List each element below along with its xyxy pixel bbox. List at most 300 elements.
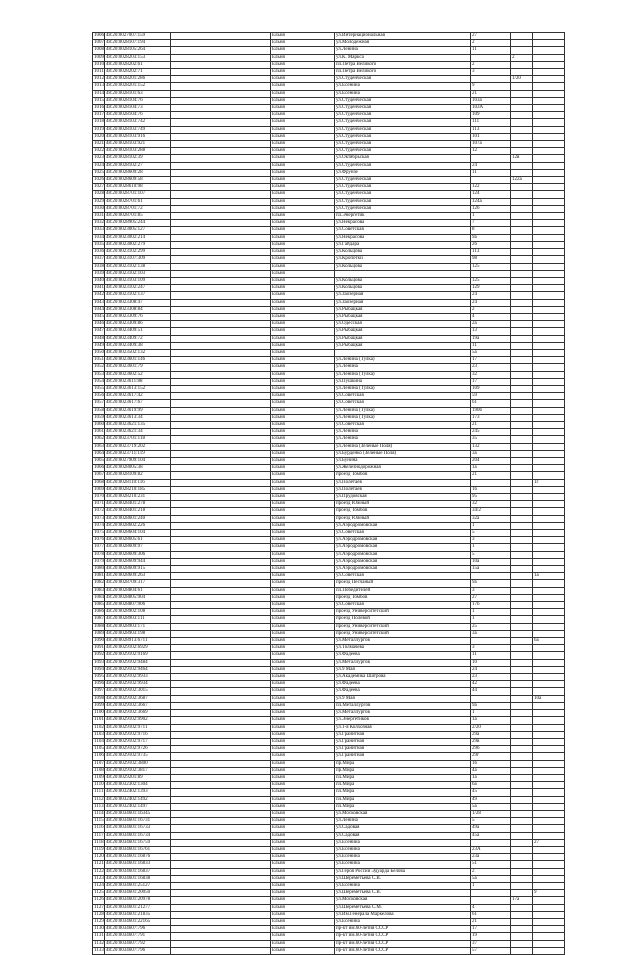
extra-cell <box>533 263 565 270</box>
street-cell: ул.Гайдара <box>335 241 471 248</box>
blank-cell <box>171 724 271 731</box>
blank-cell <box>171 818 271 825</box>
locality-cell: Ельня <box>271 544 335 551</box>
locality-cell: Ельня <box>271 753 335 760</box>
row-number-cell: 1102 <box>94 724 104 730</box>
cadastral-number-cell: 48:20:0032302:1304 <box>105 782 171 789</box>
row-number-cell: 1010 <box>94 61 104 67</box>
blank-cell <box>171 270 271 277</box>
extra-cell <box>533 666 565 673</box>
table-row <box>93 846 565 853</box>
blank-cell <box>171 342 271 349</box>
house-cell: 34/2 <box>471 508 511 515</box>
blank-cell <box>171 681 271 688</box>
extra-cell <box>533 90 565 97</box>
row-number-cell: 1033 <box>94 227 104 233</box>
house-cell: 11 <box>471 169 511 176</box>
extra-cell <box>533 277 565 284</box>
locality-cell: Ельня <box>271 371 335 378</box>
cadastral-number-cell: 48:20:0028110:116 <box>105 479 171 486</box>
street-cell: ул.Ленина (Тулка) <box>335 385 471 392</box>
table-row <box>93 357 565 364</box>
row-number-cell: 1080 <box>94 566 104 572</box>
locality-cell: Ельня <box>271 321 335 328</box>
house-cell: 11 <box>471 652 511 659</box>
locality-cell: Ельня <box>271 400 335 407</box>
cadastral-number-cell: 48:20:0023102:138 <box>105 263 171 270</box>
house-cell: 24 <box>471 299 511 306</box>
cadastral-number-cell: 48:20:0023601:79 <box>105 364 171 371</box>
cadastral-number-cell: 48:20:0023102:137 <box>105 292 171 299</box>
extra-cell <box>533 349 565 356</box>
locality-cell: Ельня <box>271 54 335 61</box>
blank-cell <box>171 33 271 40</box>
extra-cell <box>533 544 565 551</box>
row-number-cell: 1101 <box>94 717 104 723</box>
extra-cell <box>533 767 565 774</box>
locality-cell: Ельня <box>271 306 335 313</box>
building-cell <box>511 306 533 313</box>
row-number-cell: 1084 <box>94 594 104 600</box>
extra-cell <box>533 472 565 479</box>
street-cell: ул.Железнодорожная <box>335 465 471 472</box>
cadastral-number-cell: 48:20:0028701:61 <box>105 198 171 205</box>
cadastral-number-cell: 48:20:0029102:3687 <box>105 695 171 702</box>
extra-cell <box>533 191 565 198</box>
blank-cell <box>171 825 271 832</box>
registry-table <box>92 32 565 955</box>
street-cell: ул.Героя России Эдуарда Белова <box>335 868 471 875</box>
locality-cell: Ельня <box>271 918 335 925</box>
house-cell: 5а <box>471 875 511 882</box>
street-cell: ул.Кольцова <box>335 277 471 284</box>
extra-cell <box>533 537 565 544</box>
row-number-cell: 1089 <box>94 630 104 636</box>
table-row <box>93 234 565 241</box>
house-cell: 7 <box>471 220 511 227</box>
extra-cell <box>533 141 565 148</box>
cadastral-number-cell: 48:20:0034601:16761 <box>105 846 171 853</box>
house-cell: 21 <box>471 918 511 925</box>
cadastral-number-cell: 48:20:0028701:72 <box>105 205 171 212</box>
table-row <box>93 371 565 378</box>
building-cell <box>511 551 533 558</box>
table-row <box>93 76 565 83</box>
house-cell: 23а <box>471 854 511 861</box>
table-row <box>93 321 565 328</box>
building-cell <box>511 40 533 47</box>
row-number-cell: 1110 <box>94 782 104 788</box>
locality-cell: Ельня <box>271 162 335 169</box>
building-cell <box>511 890 533 897</box>
blank-cell <box>171 890 271 897</box>
locality-cell: Ельня <box>271 457 335 464</box>
locality-cell: Ельня <box>271 717 335 724</box>
building-cell <box>511 724 533 731</box>
building-cell <box>511 357 533 364</box>
table-row <box>93 184 565 191</box>
extra-cell <box>533 731 565 738</box>
cadastral-number-cell: 48:20:0023613:152 <box>105 385 171 392</box>
row-number-cell: 1013 <box>94 83 104 89</box>
house-cell: 4 <box>471 313 511 320</box>
blank-cell <box>171 414 271 421</box>
street-cell: ул.Рыбацкая <box>335 313 471 320</box>
building-cell <box>511 580 533 587</box>
street-cell: ул.Есенина <box>335 918 471 925</box>
table-row <box>93 767 565 774</box>
cadastral-number-cell: 48:20:0028701:107 <box>105 191 171 198</box>
building-cell <box>511 33 533 40</box>
locality-cell: Ельня <box>271 270 335 277</box>
extra-cell <box>533 522 565 529</box>
cadastral-number-cell: 48:20:0028103:921 <box>105 141 171 148</box>
row-number-cell: 1044 <box>94 306 104 312</box>
locality-cell: Ельня <box>271 659 335 666</box>
row-number-cell: 1006 <box>94 33 104 38</box>
extra-cell <box>533 105 565 112</box>
blank-cell <box>171 364 271 371</box>
locality-cell: Ельня <box>271 933 335 940</box>
blank-cell <box>171 40 271 47</box>
locality-cell: Ельня <box>271 573 335 580</box>
house-cell: 21 <box>471 90 511 97</box>
street-cell: ул.Советская <box>335 227 471 234</box>
extra-cell <box>533 407 565 414</box>
cadastral-number-cell: 48:20:0029102:9464 <box>105 666 171 673</box>
house-cell: 9а <box>471 702 511 709</box>
extra-cell <box>533 616 565 623</box>
row-number-cell: 1127 <box>94 904 104 910</box>
street-cell: ул.Ленина (Тулка) <box>335 414 471 421</box>
blank-cell <box>171 61 271 68</box>
building-cell <box>511 882 533 889</box>
blank-cell <box>171 465 271 472</box>
blank-cell <box>171 184 271 191</box>
cadastral-number-cell: 48:20:0028104:76 <box>105 112 171 119</box>
building-cell <box>511 479 533 486</box>
row-number-cell: 1049 <box>94 342 104 348</box>
table-row <box>93 854 565 861</box>
street-cell: ул.Студенческая <box>335 76 471 83</box>
locality-cell: Ельня <box>271 774 335 781</box>
cadastral-number-cell: 48:20:0028609:58 <box>105 177 171 184</box>
blank-cell <box>171 407 271 414</box>
row-number-cell: 1132 <box>94 940 104 946</box>
street-cell: ул.Рыбацкая <box>335 335 471 342</box>
locality-cell: Ельня <box>271 40 335 47</box>
house-cell: 5а <box>471 803 511 810</box>
blank-cell <box>171 558 271 565</box>
extra-cell <box>533 429 565 436</box>
row-number-cell: 1050 <box>94 349 104 355</box>
extra-cell <box>533 465 565 472</box>
extra-cell <box>533 681 565 688</box>
extra-cell <box>533 443 565 450</box>
blank-cell <box>171 443 271 450</box>
street-cell: ул.Полетаев <box>335 486 471 493</box>
house-cell: 29б <box>471 746 511 753</box>
building-cell <box>511 472 533 479</box>
table-row <box>93 933 565 940</box>
row-number-cell: 1047 <box>94 328 104 334</box>
row-number-cell: 1073 <box>94 515 104 521</box>
blank-cell <box>171 515 271 522</box>
house-cell: 2 <box>471 40 511 47</box>
locality-cell: Ельня <box>271 263 335 270</box>
building-cell <box>511 760 533 767</box>
street-cell: ул.Есенина <box>335 846 471 853</box>
table-row <box>93 810 565 817</box>
house-cell: 13 <box>471 328 511 335</box>
table-row <box>93 393 565 400</box>
table-row <box>93 652 565 659</box>
cadastral-number-cell: 48:20:0027909:104 <box>105 457 171 464</box>
table-row <box>93 213 565 220</box>
cadastral-number-cell: 48:20:0028609:306 <box>105 551 171 558</box>
building-cell <box>511 450 533 457</box>
street-cell: ул.Гранитная <box>335 731 471 738</box>
street-cell: ул.Советская <box>335 421 471 428</box>
row-number-cell: 1038 <box>94 263 104 269</box>
street-cell: ул.Кольцова <box>335 263 471 270</box>
row-number-cell: 1130 <box>94 926 104 932</box>
street-cell: ул.Ленина (Тулка) <box>335 371 471 378</box>
extra-cell <box>533 234 565 241</box>
table-row <box>93 479 565 486</box>
row-number-cell: 1020 <box>94 133 104 139</box>
building-cell <box>511 349 533 356</box>
locality-cell: Ельня <box>271 234 335 241</box>
house-cell: 103а <box>471 97 511 104</box>
cadastral-number-cell: 48:20:0032402:1492 <box>105 796 171 803</box>
extra-cell <box>533 659 565 666</box>
row-number-cell: 1015 <box>94 97 104 103</box>
blank-cell <box>171 119 271 126</box>
blank-cell <box>171 717 271 724</box>
blank-cell <box>171 666 271 673</box>
extra-cell <box>533 321 565 328</box>
row-number-cell: 1095 <box>94 674 104 680</box>
house-cell: 32 <box>471 371 511 378</box>
table-row <box>93 61 565 68</box>
street-cell: ул.Советская <box>335 400 471 407</box>
locality-cell: Ельня <box>271 861 335 868</box>
row-number-cell: 1066 <box>94 465 104 471</box>
building-cell <box>511 400 533 407</box>
row-number-cell: 1059 <box>94 414 104 420</box>
blank-cell <box>171 400 271 407</box>
street-cell: ул.Кропотки <box>335 256 471 263</box>
table-row <box>93 407 565 414</box>
street-cell: пр.Мира <box>335 767 471 774</box>
house-cell: 29г <box>471 753 511 760</box>
cadastral-number-cell: 48:20:0029102:9484 <box>105 659 171 666</box>
building-cell <box>511 47 533 54</box>
blank-cell <box>171 566 271 573</box>
row-number-cell: 1082 <box>94 580 104 586</box>
row-number-cell: 1098 <box>94 695 104 701</box>
street-cell: пл.Мира <box>335 774 471 781</box>
house-cell: 23А <box>471 846 511 853</box>
building-cell <box>511 688 533 695</box>
house-cell: 1 <box>471 616 511 623</box>
locality-cell: Ельня <box>271 623 335 630</box>
locality-cell: Ельня <box>271 566 335 573</box>
table-row <box>93 681 565 688</box>
table-row <box>93 33 565 40</box>
locality-cell: Ельня <box>271 594 335 601</box>
street-cell: ул.Фадеева <box>335 681 471 688</box>
house-cell: 27 <box>471 33 511 40</box>
locality-cell: Ельня <box>271 551 335 558</box>
row-number-cell: 1087 <box>94 616 104 622</box>
row-number-cell: 1060 <box>94 421 104 427</box>
blank-cell <box>171 328 271 335</box>
blank-cell <box>171 774 271 781</box>
house-cell: 24 <box>471 162 511 169</box>
house-cell: 2 <box>471 306 511 313</box>
blank-cell <box>171 285 271 292</box>
row-number-cell: 1058 <box>94 407 104 413</box>
house-cell: 5а <box>471 349 511 356</box>
table-row <box>93 198 565 205</box>
house-cell: 5 <box>471 551 511 558</box>
locality-cell: Ельня <box>271 767 335 774</box>
blank-cell <box>171 357 271 364</box>
table-row <box>93 940 565 947</box>
locality-cell: Ельня <box>271 731 335 738</box>
row-number-cell: 1124 <box>94 882 104 888</box>
table-row <box>93 890 565 897</box>
blank-cell <box>171 141 271 148</box>
extra-cell <box>533 760 565 767</box>
locality-cell: Ельня <box>271 450 335 457</box>
cadastral-number-cell: 48:20:0034607:791 <box>105 933 171 940</box>
locality-cell: Ельня <box>271 385 335 392</box>
table-row <box>93 580 565 587</box>
cadastral-number-cell: 48:20:0034601:16733 <box>105 825 171 832</box>
row-number-cell: 1008 <box>94 47 104 53</box>
building-cell <box>511 191 533 198</box>
table-row <box>93 292 565 299</box>
table-row <box>93 313 565 320</box>
locality-cell: Ельня <box>271 911 335 918</box>
locality-cell: Ельня <box>271 328 335 335</box>
house-cell <box>471 897 511 904</box>
building-cell <box>511 846 533 853</box>
cadastral-number-cell: 48:20:0023617:67 <box>105 400 171 407</box>
blank-cell <box>171 947 271 954</box>
extra-cell <box>533 177 565 184</box>
cadastral-number-cell: 48:20:0034601:21835 <box>105 911 171 918</box>
extra-cell <box>533 148 565 155</box>
street-cell: ул.Студенческая <box>335 119 471 126</box>
locality-cell: Ельня <box>271 349 335 356</box>
blank-cell <box>171 674 271 681</box>
locality-cell: Ельня <box>271 472 335 479</box>
locality-cell: Ельня <box>271 33 335 40</box>
blank-cell <box>171 378 271 385</box>
locality-cell: Ельня <box>271 198 335 205</box>
locality-cell: Ельня <box>271 436 335 443</box>
street-cell: ул.Аэродромовская <box>335 522 471 529</box>
row-number-cell: 1121 <box>94 861 104 867</box>
blank-cell <box>171 292 271 299</box>
row-number-cell: 1133 <box>94 947 104 953</box>
locality-cell: Ельня <box>271 875 335 882</box>
cadastral-number-cell: 48:20:0028102:27 <box>105 162 171 169</box>
table-row <box>93 710 565 717</box>
cadastral-number-cell: 48:20:0028805:904 <box>105 594 171 601</box>
row-number-cell: 1021 <box>94 141 104 147</box>
blank-cell <box>171 796 271 803</box>
house-cell <box>471 177 511 184</box>
house-cell: 59 <box>471 393 511 400</box>
building-cell <box>511 652 533 659</box>
blank-cell <box>171 234 271 241</box>
extra-cell <box>533 494 565 501</box>
blank-cell <box>171 421 271 428</box>
table-row <box>93 645 565 652</box>
blank-cell <box>171 602 271 609</box>
cadastral-number-cell: 48:20:0028609:944 <box>105 558 171 565</box>
locality-cell: Ельня <box>271 486 335 493</box>
blank-cell <box>171 594 271 601</box>
locality-cell: Ельня <box>271 890 335 897</box>
cadastral-number-cell: 48:20:0028609:97 <box>105 544 171 551</box>
row-number-cell: 1068 <box>94 479 104 485</box>
row-number-cell: 1075 <box>94 530 104 536</box>
street-cell: проезд Университетский <box>335 623 471 630</box>
row-number-cell: 1011 <box>94 69 104 75</box>
extra-cell <box>533 357 565 364</box>
table-row <box>93 882 565 889</box>
cadastral-number-cell: 48:20:0023308:47 <box>105 299 171 306</box>
locality-cell: Ельня <box>271 105 335 112</box>
house-cell: 57 <box>471 947 511 954</box>
locality-cell: Ельня <box>271 335 335 342</box>
cadastral-number-cell: 48:20:0028602:226 <box>105 522 171 529</box>
cadastral-number-cell: 48:20:0028903:171 <box>105 623 171 630</box>
locality-cell: Ельня <box>271 133 335 140</box>
cadastral-number-cell: 48:20:0028104:76 <box>105 97 171 104</box>
row-number-cell: 1096 <box>94 681 104 687</box>
extra-cell <box>533 602 565 609</box>
row-number-cell: 1032 <box>94 220 104 226</box>
locality-cell: Ельня <box>271 710 335 717</box>
table-row <box>93 47 565 54</box>
building-cell <box>511 249 533 256</box>
street-cell: ул.Рыбацкая <box>335 328 471 335</box>
extra-cell <box>533 580 565 587</box>
extra-cell <box>533 558 565 565</box>
table-row <box>93 674 565 681</box>
street-cell: ул.Металлургов <box>335 710 471 717</box>
extra-cell <box>533 47 565 54</box>
house-cell: 23 <box>471 364 511 371</box>
extra-cell <box>533 746 565 753</box>
street-cell: проезд Южный <box>335 515 471 522</box>
building-cell <box>511 133 533 140</box>
building-cell <box>511 220 533 227</box>
extra-cell <box>533 155 565 162</box>
table-row <box>93 40 565 47</box>
blank-cell <box>171 263 271 270</box>
blank-cell <box>171 472 271 479</box>
cadastral-number-cell: 48:20:0028610:98 <box>105 184 171 191</box>
extra-cell: 1г <box>533 479 565 486</box>
